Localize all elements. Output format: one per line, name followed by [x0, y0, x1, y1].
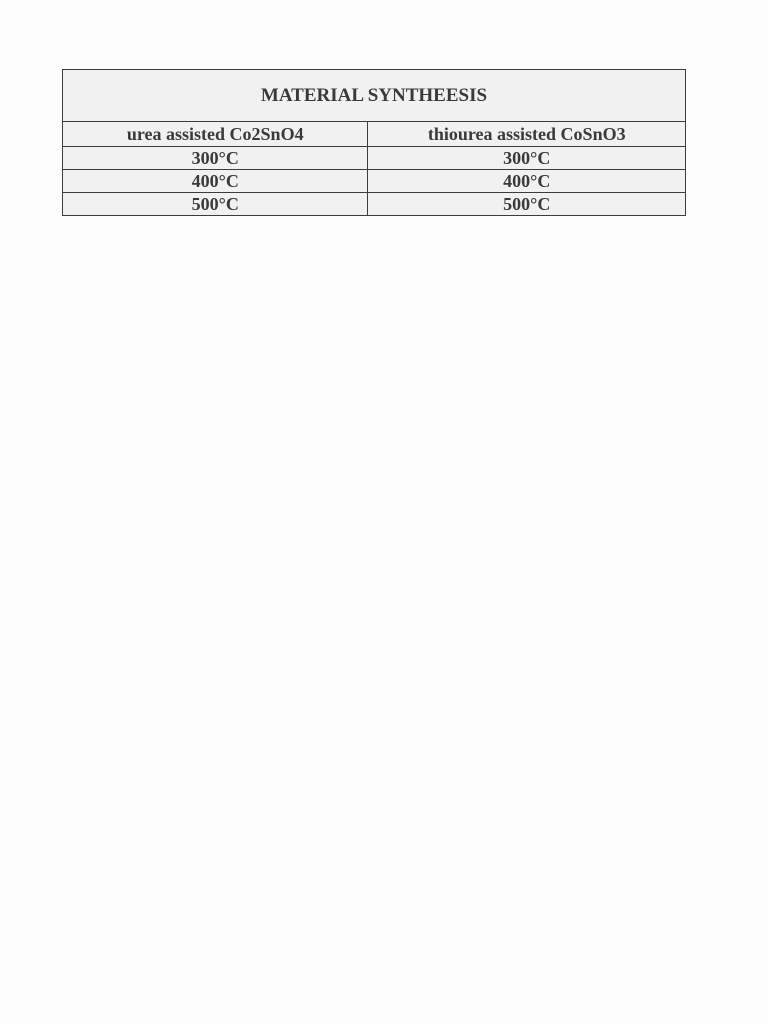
table-row — [63, 170, 686, 193]
table-cell: 400°C — [63, 170, 368, 193]
column-header-thiourea: thiourea assisted CoSnO3 — [368, 122, 686, 147]
table-row — [63, 147, 686, 170]
table-title: MATERIAL SYNTHEESIS — [63, 70, 686, 122]
table-cell: 300°C — [368, 147, 686, 170]
table-cell: 500°C — [63, 193, 368, 216]
material-synthesis-table — [62, 69, 686, 216]
column-header-urea: urea assisted Co2SnO4 — [63, 122, 368, 147]
table-cell: 500°C — [368, 193, 686, 216]
table-cell: 400°C — [368, 170, 686, 193]
table-cell: 300°C — [63, 147, 368, 170]
table-title-row — [63, 70, 686, 122]
table-row — [63, 193, 686, 216]
table-header-row — [63, 122, 686, 147]
